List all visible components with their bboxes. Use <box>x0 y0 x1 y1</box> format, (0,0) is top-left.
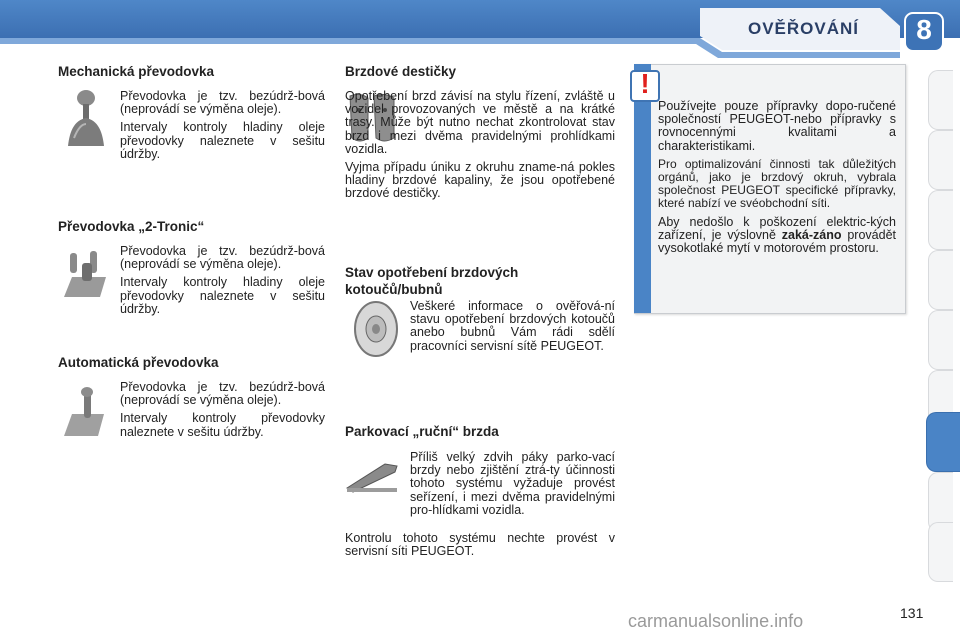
warning-p3 <box>658 216 896 256</box>
heading-disc-wear: Stav opotřebení brzdových kotoučů/bubnů <box>345 265 519 297</box>
heading-manual-gearbox: Mechanická převodovka <box>58 64 215 79</box>
warning-p1: Používejte pouze přípravky dopo-ručené společností PEUGEOT-nebo přípravky s rovnocennými kvalitami a charakteristikami. <box>658 99 896 153</box>
manual-gearbox-p1: Převodovka je tzv. bezúdrž-bová (neprovádí se výměna oleje). <box>120 89 325 117</box>
brake-disc-icon <box>350 300 402 358</box>
brake-pads-p1: Opotřebení brzd závisí na stylu řízení, zvláště u vozidel provozovaných ve městě a na krátké trasy. Může být nutno nechat zkontrolovat stav brzd i mezi dvěma pravidelnými prohlídkami vozidla. <box>345 89 615 156</box>
warning-p3-a: Aby nedošlo k poškození elektric-kých zařízení, je výslovně <box>658 214 896 242</box>
tab-5[interactable] <box>928 310 953 370</box>
tab-8-active[interactable] <box>926 412 960 472</box>
parking-brake-icon <box>345 458 401 494</box>
tronic-p2: Intervaly kontroly hladiny oleje převodovky naleznete v sešitu údržby. <box>120 275 325 316</box>
tab-3[interactable] <box>928 190 953 250</box>
automatic-p2: Intervaly kontroly převodovky naleznete v sešitu údržby. <box>120 411 325 439</box>
warning-text <box>658 100 896 260</box>
manual-gearbox-text <box>120 90 325 166</box>
warning-exclamation: ! <box>640 68 650 99</box>
automatic-selector-icon <box>60 386 106 440</box>
heading-parking-brake: Parkovací „ruční“ brzda <box>345 424 499 439</box>
warning-p2: Pro optimalizování činnosti tak důležitých orgánů, jako je brzdový okruh, vybrala společnost PEUGEOT specifické přípravky, které nabízí ve svéobchodní síti. <box>658 156 896 211</box>
manual-gearbox-p2: Intervaly kontroly hladiny oleje převodovky naleznete v sešitu údržby. <box>120 120 325 161</box>
heading-brake-pads: Brzdové destičky <box>345 64 457 79</box>
tab-10[interactable] <box>928 522 953 582</box>
parking-brake-text-2 <box>345 532 615 563</box>
tronic-text <box>120 245 325 321</box>
warning-p3-c: provádět vysokotlaké mytí v motorovém prostoru. <box>658 227 897 256</box>
disc-wear-p1: Veškeré informace o ověřová-ní stavu opotřebení brzdových kotoučů anebo bubnů Vám rádi sdělí pracovníci servisní sítě PEUGEOT. <box>410 299 615 353</box>
parking-brake-p2: Kontrolu tohoto systému nechte provést v servisní síti PEUGEOT. <box>345 531 615 559</box>
heading-2tronic: Převodovka „2-Tronic“ <box>58 219 205 234</box>
heading-automatic-gearbox: Automatická převodovka <box>58 355 219 370</box>
tab-1[interactable] <box>928 70 953 130</box>
automatic-p1: Převodovka je tzv. bezúdrž-bová (neprovádí se výměna oleje). <box>120 380 325 408</box>
warning-p3-emphasis: zaká-záno <box>781 227 842 242</box>
parking-brake-text <box>410 451 615 522</box>
watermark: carmanualsonline.info <box>628 611 804 631</box>
page-number: 131 <box>900 605 924 621</box>
parking-brake-p1: Příliš velký zdvih páky parko-vací brzdy nebo zjištění ztrá-ty účinnosti tohoto systému vyžaduje provést seřízení, i mezi dvěma pravidelnými pro-hlídkami vozidla. <box>410 450 615 517</box>
chapter-title: OVĚŘOVÁNÍ <box>748 19 860 38</box>
disc-wear-text <box>410 300 615 358</box>
tab-4[interactable] <box>928 250 953 310</box>
automatic-text <box>120 381 325 444</box>
tab-2[interactable] <box>928 130 953 190</box>
brake-pads-p2: Vyjma případu úniku z okruhu zname-ná pokles hladiny brzdové kapaliny, že jsou opotřebené brzdové destičky. <box>345 160 615 201</box>
brake-pads-text <box>345 90 615 206</box>
chapter-number: 8 <box>916 14 932 45</box>
tronic-selector-icon <box>60 247 110 301</box>
gear-lever-icon <box>60 88 106 150</box>
tronic-p1: Převodovka je tzv. bezúdrž-bová (neprovádí se výměna oleje). <box>120 244 325 272</box>
